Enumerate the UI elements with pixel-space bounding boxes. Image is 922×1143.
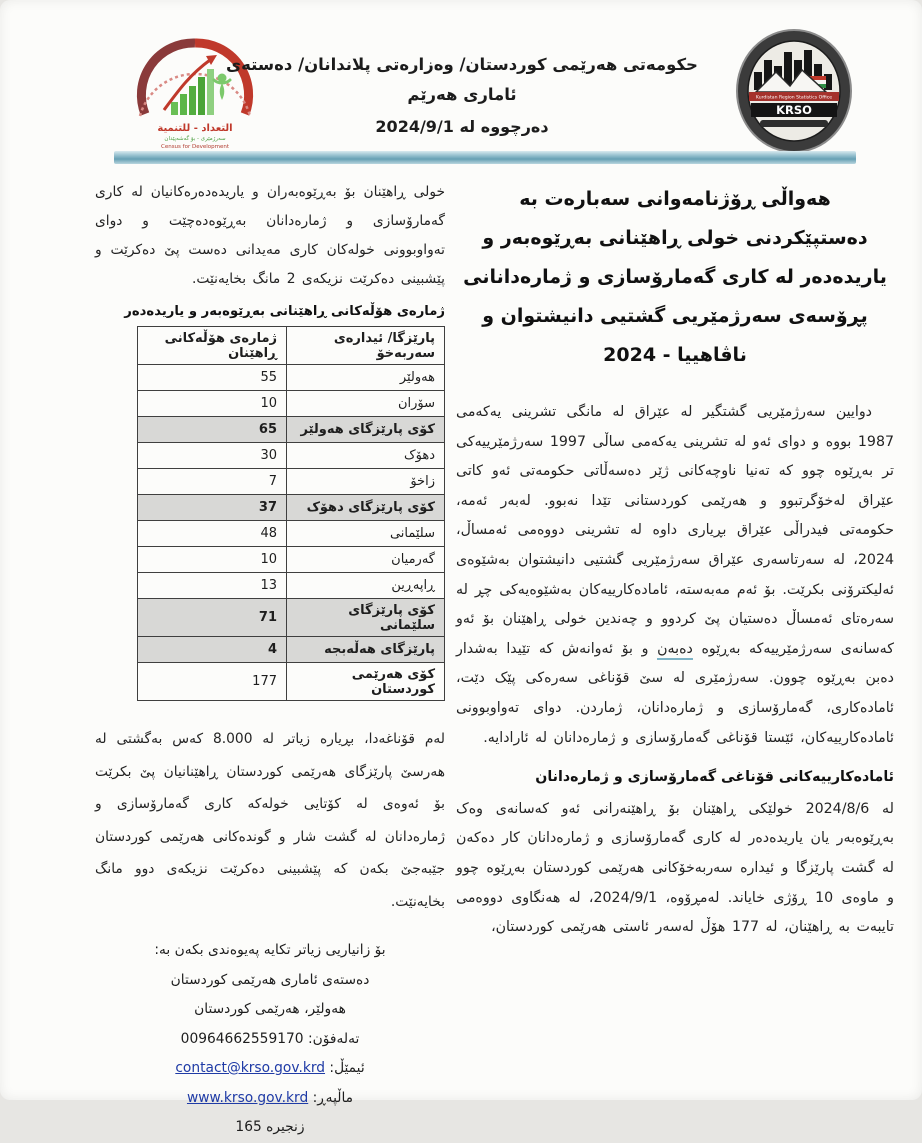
table-row [138,391,445,417]
side-paragraph-1: خولی ڕاهێنان بۆ بەڕێوەبەران و یاریدەدەرەکانیان لە کاری گەمارۆسازی و ژمارەدانان بەڕێوەدەچێت و دوای تەواوبوونی خولەکان کاری مەیدانی دەست پێ دەکرێت و پێشبینی دەکرێت نزیکەی 2 مانگ بخایەنێت. [95,184,445,287]
article-title [456,180,894,375]
krso-logo [732,26,856,160]
cell-governorate: کۆی پارێزگای دهۆک [287,495,445,521]
website-label: ماڵپەڕ: [312,1089,354,1106]
contact-block [95,936,445,1143]
table-caption: ژمارەی هۆڵەکانی ڕاهێنانی بەڕێوەبەر و یاریدەدەر [124,304,445,319]
article-title-line: پڕۆسەی سەرژمێریی گشتیی دانیشتوان و [482,305,868,327]
table-total-row [138,417,445,443]
article-title-line: یاریدەدەر لە کاری گەمارۆسازی و ژمارەدانانی [463,266,887,288]
cell-governorate: زاخۆ [287,469,445,495]
table-header-row [138,327,445,365]
article-subheading: ئامادەکارییەکانی قۆناغی گەمارۆسازی و ژمارەدانان [535,769,894,786]
table-row [138,521,445,547]
table-row [138,365,445,391]
cell-governorate: پارێزگای هەڵەبجە [287,637,445,663]
cell-value: 55 [138,365,287,391]
issue-date: دەرچووە لە 2024/9/1 [375,117,549,136]
contact-phone-line [95,1025,445,1055]
cell-value: 4 [138,637,287,663]
contact-web-line [95,1084,445,1114]
underlined-word: دەبەن [657,641,693,660]
cell-governorate: کۆی پارێزگای هەولێر [287,417,445,443]
email-link[interactable]: contact@krso.gov.krd [175,1060,326,1076]
article-paragraph-1 [456,398,894,753]
contact-intro: بۆ زانیاریی زیاتر تکایە پەیوەندی بکەن بە: [154,942,386,958]
cell-value: 13 [138,573,287,599]
cell-governorate: گەرمیان [287,547,445,573]
cell-value: 7 [138,469,287,495]
cell-governorate: ڕاپەڕین [287,573,445,599]
logo-bottom-band [760,120,828,127]
logo-band-text: Kurdistan Region Statistics Office [755,95,833,101]
article-title-line: ناڤاهییا - 2024 [603,344,747,366]
table-row [138,443,445,469]
contact-city: هەولێر، هەرێمی کوردستان [194,1001,346,1017]
side-paragraph-2: لەم قۆناغەدا، بڕیارە زیاتر لە 8.000 کەس بەگشتی لە هەرسێ پارێزگای هەرێمی کوردستان ڕاهێنانیان پێ بکرێت بۆ ئەوەی لە کۆتایی خولەکە کاری گەمارۆسازی و ژمارەدانان لە گشت شار و گوندەکانی هەرێمی کوردستان جێبەجێ بکەن کە پێشبینی دەکرێت نزیکەی دوو مانگ بخایەنێت. [95,731,445,910]
logo-subtitle-english: Census for Development [160,144,230,150]
article-title-line: دەستپێکردنی خولی ڕاهێنانی بەڕێوەبەر و [482,227,868,249]
cell-value: 65 [138,417,287,443]
table-total-row [138,495,445,521]
cell-governorate: هەولێر [287,365,445,391]
paragraph-text: دوایین سەرژمێریی گشتگیر لە عێراق لە مانگی تشرینی یەکەمی 1987 بووە و دوای ئەو لە تشرینی یەکەمی ساڵی 1997 سەرژمێرییەکی تر بەڕێوە چوو کە تەنیا ناوچەکانی ژێر دەسەڵاتی حکومەتی ئەو کاتی عێراق لەخۆگرتبوو و هەرێمی کوردستانی تێدا نەبوو. لەبەر ئەمە، حکومەتی فیدراڵی عێراق بڕیاری داوە لە تشرینی دووەمی ئەمساڵ، 2024، لە سەرتاسەری عێراق سەرژمێریی گشتیی دانیشتوان بەشێوەی ئەلیکترۆنی بکرێت. بۆ ئەم مەبەستە، ئامادەکارییەکان بەشێوەیەکی چڕ لە سەرەتای ئەمساڵ دەستیان پێ کردوو و چەندین خولی ڕاهێنان بۆ ئەو کەسانەی سەرژمێرییەکە بەڕێوە [456,404,894,657]
contact-email-line [95,1054,445,1084]
cell-value: 177 [138,663,287,701]
table-total-row [138,599,445,637]
logo-title-arabic: التعداد - للتنمية [157,123,233,134]
header-text [202,50,722,144]
paragraph-text: و بۆ ئەوانەش کە تێیدا بەشدار دەبن بەڕێوە چوون. سەرژمێری لە سێ قۆناغی سەرەکی پێک دێت، ئامادەکاری، گەمارۆسازی و ژمارەدانان، ژماردن. دوای تەواوبوونی ئامادەکارییەکان، ئێستا قۆناغی گەمارۆسازی و ژمارەدانان لە ئارادایە. [456,640,894,746]
email-label: ئیمێڵ: [329,1060,365,1076]
cell-value: 30 [138,443,287,469]
cell-value: 10 [138,391,287,417]
website-link[interactable]: www.krso.gov.krd [186,1089,309,1106]
column-header-governorate: پارێزگا/ ئیدارەی سەربەخۆ [287,327,445,365]
column-header-halls: ژمارەی هۆڵەکانی ڕاهێنان [138,327,287,365]
cell-governorate: دهۆک [287,443,445,469]
training-halls-table [137,326,445,701]
cell-value: 10 [138,547,287,573]
cell-governorate: کۆی هەرێمی کوردستان [287,663,445,701]
phone-label: تەلەفۆن: [307,1030,360,1047]
series-number: زنجیرە 165 [235,1119,305,1135]
cell-governorate: سۆران [287,391,445,417]
cell-governorate: سلێمانی [287,521,445,547]
table-total-row [138,637,445,663]
cell-value: 37 [138,495,287,521]
table-row [138,469,445,495]
side-column [95,178,445,1143]
phone-number: 00964662559170 [180,1030,304,1047]
cell-value: 48 [138,521,287,547]
logo-acronym: KRSO [776,103,812,117]
cell-governorate: کۆی پارێزگای سلێمانی [287,599,445,637]
article-title-line: هەواڵی ڕۆژنامەوانی سەبارەت بە [519,188,831,210]
org-title: حکومەتی هەرێمی کوردستان/ وەزارەتی پلاندانان/ دەستەی ئاماری هەرێم [226,55,698,104]
logo-subtitle-kurdish: سەرژمێری - بۆ گەشەپێدان [164,136,226,142]
table-row [138,573,445,599]
article-column [456,180,894,943]
accent-divider-bar [114,151,856,164]
article-paragraph-2: لە 2024/8/6 خولێکی ڕاهێنان بۆ ڕاهێنەرانی ئەو کەسانەی وەک بەڕێوەبەر یان یاریدەدەر لە کاری گەمارۆسازی و ژمارەدانان کار دەکەن لە گشت پارێزگا و ئیدارە سەربەخۆکانی هەرێمی کوردستان بەڕێوە چوو و ماوەی 10 ڕۆژی خایاند. لەمڕۆوە، 2024/9/1، لە هەنگاوی دووەمی تایبەت بە ڕاهێنان، لە 177 هۆڵ لەسەر ئاستی هەرێمی کوردستان، [456,800,894,936]
cell-value: 71 [138,599,287,637]
table-grand-total-row [138,663,445,701]
table-row [138,547,445,573]
contact-org: دەستەی ئاماری هەرێمی کوردستان [170,971,370,988]
